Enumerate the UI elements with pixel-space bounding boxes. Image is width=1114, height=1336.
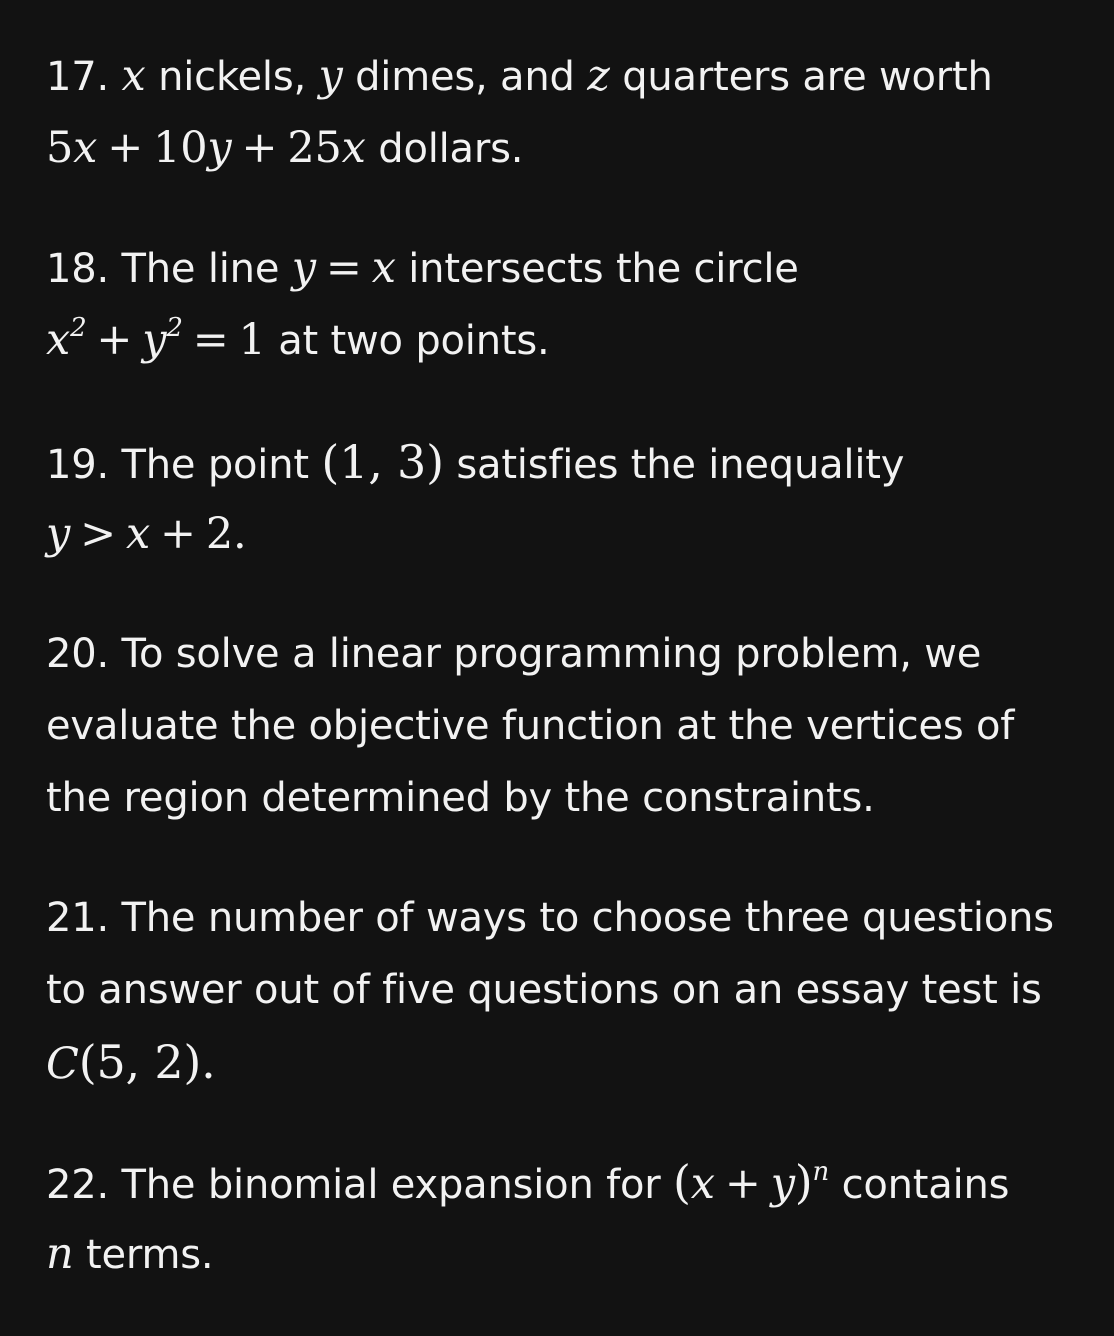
math-variable-y: y [770,1159,795,1209]
statement-21-line-3 [46,1026,1106,1098]
math-variable-n: n [46,1229,74,1279]
text: The number of ways to choose three questions [121,895,1054,941]
statement-21-line-1 [46,882,1106,954]
statement-20-line-1 [46,618,1106,690]
math-plus: + [96,315,133,365]
statement-22 [46,1146,1106,1290]
item-number: 17. [46,54,110,100]
item-number: 22. [46,1162,110,1208]
text: To solve a linear programming problem, we [121,631,982,677]
text: terms. [86,1232,214,1278]
item-number: 18. [46,246,110,292]
text: at two points. [278,318,550,364]
math-number: 1 [238,315,266,365]
statement-20 [46,618,1106,834]
math-number: 5 [46,123,74,173]
math-plus: + [107,123,144,173]
text: dimes, and [355,54,575,100]
math-variable-y: y [142,315,167,365]
statement-22-line-1 [46,1146,1106,1218]
text: satisfies the inequality [456,442,905,488]
math-combination-symbol: C [46,1039,79,1089]
math-equals: = [192,315,229,365]
math-variable-x: x [371,243,396,293]
math-left-paren: ( [673,1155,691,1209]
statement-17-line-1 [46,40,1106,112]
math-variable-x: x [73,123,98,173]
statement-22-line-2 [46,1218,1106,1290]
math-exponent: 2 [70,313,87,343]
math-combination-args: (5, 2). [78,1035,216,1089]
text: nickels, [158,54,306,100]
statement-18-line-1 [46,232,1106,304]
statement-19-line-2 [46,498,1106,570]
math-point: (1, 3) [321,435,444,489]
text: The binomial expansion for [121,1162,661,1208]
text: intersects the circle [408,246,799,292]
math-variable-y: y [46,509,71,559]
math-exponent: 2 [166,313,183,343]
math-number: 25 [287,123,342,173]
math-plus: + [160,509,196,559]
text: The line [121,246,280,292]
math-variable-x: x [121,51,146,101]
statement-18-line-2 [46,304,1106,376]
statement-17-line-2 [46,112,1106,184]
text: contains [841,1162,1010,1208]
statement-19-line-1 [46,426,1106,498]
math-equals: = [325,243,362,293]
math-exponent-n: n [812,1157,830,1187]
statement-17 [46,40,1106,184]
math-right-paren: ) [794,1155,813,1209]
text: The point [121,442,309,488]
statement-21-line-2: to answer out of five questions on an essay test is [46,967,1042,1013]
statement-20-line-3: the region determined by the constraints. [46,775,875,821]
item-number: 21. [46,895,110,941]
statement-18 [46,232,1106,376]
math-greater-than: > [80,509,116,559]
math-number: 10 [153,123,208,173]
statement-21 [46,882,1106,1098]
math-variable-x: x [341,123,366,173]
math-variable-x: x [690,1159,715,1209]
math-plus: + [241,123,278,173]
text: quarters are worth [622,54,993,100]
math-number: 2. [205,509,247,559]
math-plus: + [724,1159,761,1209]
item-number: 20. [46,631,110,677]
math-variable-y: y [207,123,232,173]
item-number: 19. [46,442,110,488]
math-variable-x: x [46,315,71,365]
statement-20-line-2: evaluate the objective function at the vertices of [46,703,1015,749]
math-variable-z: z [587,51,610,101]
math-variable-y: y [291,243,316,293]
text: dollars. [378,126,524,172]
math-variable-y: y [318,51,343,101]
math-variable-x: x [125,509,150,559]
statement-19 [46,426,1106,570]
